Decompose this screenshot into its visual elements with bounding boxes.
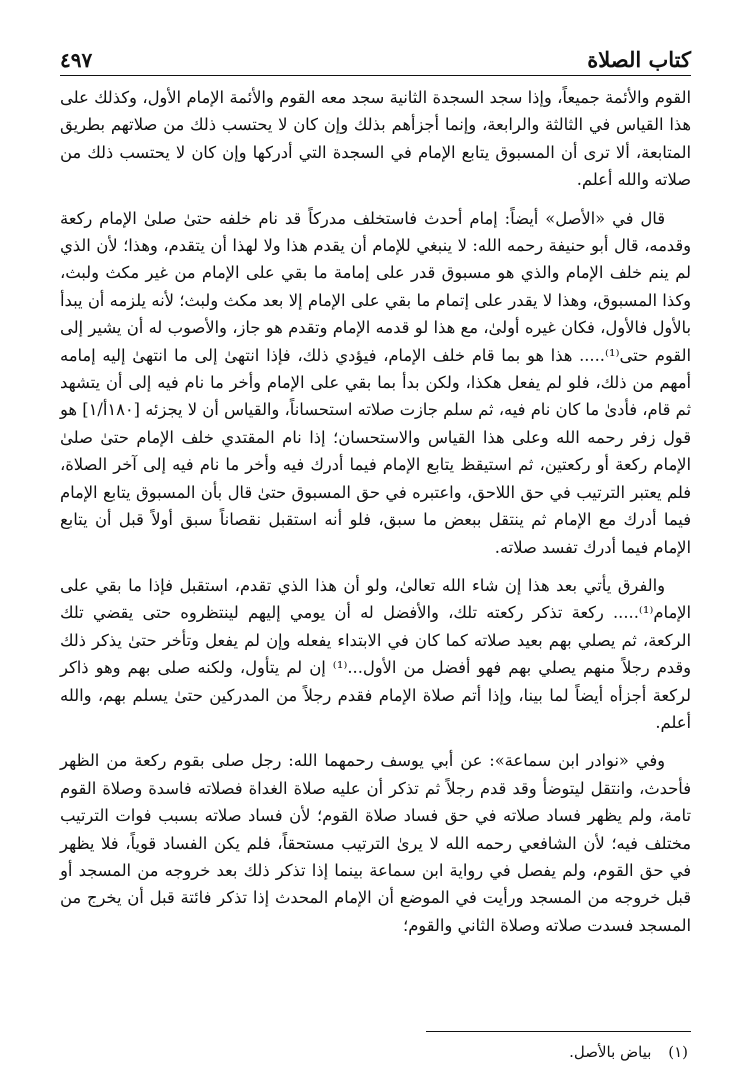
chapter-title: كتاب الصلاة (587, 47, 691, 72)
main-text (60, 84, 691, 950)
paragraph-3: والفرق يأتي بعد هذا إن شاء الله تعالىٰ، ولو أن هذا الذي تقدم، استقبل فإذا ما بقي على الإمام⁽¹⁾..... ركعة تذكر ركعته تلك، والأفضل له أن يومي إليهم لينتظروه حتى يقضي تلك الركعة، ثم يصلي بهم بعيد صلاته كما كان في الابتداء يفعله وإن لم يفعل وتأخر حتىٰ يذكر ذلك وقدم رجلاً منهم يصلي بهم فهو أفضل من الأول...⁽¹⁾ إن لم يتأول، ولكنه صلى بهم وهو ذاكر لركعة أجزأه أيضاً لما بينا، وإذا أتم صلاة الإمام فقدم رجلاً من المدركين حتىٰ يسلم بهم، والله أعلم. (60, 575, 691, 732)
footnote (569, 1040, 688, 1064)
footnote-text: بياض بالأصل. (569, 1043, 652, 1061)
paragraph-2: قال في «الأصل» أيضاً: إمام أحدث فاستخلف مدركاً قد نام خلفه حتىٰ صلىٰ الإمام ركعة وقدمه، قال أبو حنيفة رحمه الله: لا ينبغي للإمام أن يقدم هذا ولا لهذا أن يتقدم، وهذا؛ لأن الذي لم ينم خلف الإمام والذي هو مسبوق قدر على إمامة ما بقي على الإمام من غير مكث ولبث، وكذا المسبوق، وهذا لا يقدر على إتمام ما بقي على الإمام إلا بعد مكث ولبث؛ لأنه يلزمه أن يبدأ بالأول فالأول، فكان غيره أولىٰ، مع هذا لو قدمه الإمام وتقدم هو جاز، والأصوب له أن يشير إلى القوم حتى⁽¹⁾..... هذا هو بما قام خلف الإمام، فيؤدي ذلك، فإذا انتهىٰ إلى ما انتهىٰ إليه إمامه أمهم من ذلك، فلو لم يفعل هكذا، ولكن بدأ بما بقي على الإمام وأخر ما نام فيه إلى أن يتشهد ثم قام، فأدىٰ ما كان نام فيه، ثم سلم جازت صلاته استحساناً، والقياس أن لا يجزئه [١٨٠أ/١] هو قول زفر رحمه الله وعلى هذا القياس والاستحسان؛ إذا نام المقتدي خلف الإمام حتىٰ صلىٰ الإمام ركعة أو ركعتين، ثم استيقظ يتابع الإمام فيما أدرك فيه وأخر ما نام فيه إلى آخر الصلاة، فلم يعتبر الترتيب في حق اللاحق، واعتبره في حق المسبوق حتىٰ قال بأن المسبوق يتابع الإمام فيما أدرك مع الإمام ثم ينتقل ببعض ما سبق، فلو أنه استقبل نقصاناً سبق أولاً قبل أن يتابع الإمام فيما أدرك تفسد صلاته. (60, 208, 692, 557)
footnote-marker: (١) (668, 1043, 688, 1061)
paragraph-1: القوم والأئمة جميعاً، وإذا سجد السجدة الثانية سجد معه القوم والأئمة الإمام الأول، وكذلك على هذا القياس في الثالثة والرابعة، وإنما أجزأهم بذلك وإن كان لا يحتسب ذلك من صلاتهم بطريق المتابعة، ألا ترى أن المسبوق يتابع الإمام في السجدة التي أدركها وإن كان لا يحتسب ذلك من صلاته والله أعلم. (60, 88, 691, 190)
page-number: ٤٩٧ (60, 48, 93, 72)
page-header (60, 38, 691, 76)
paragraph-4: وفي «نوادر ابن سماعة»: عن أبي يوسف رحمهما الله: رجل صلى بقوم ركعة من الظهر فأحدث، وانتقل ليتوضأ وقد قدم رجلاً ثم تذكر أن عليه صلاة الغداة فصلاته فاسدة وصلاة القوم تامة، ولم يظهر فساد صلاته في حق فساد صلاة القوم؛ لأن فساد صلاته بسبب فوات الترتيب مختلف فيه؛ لأن الشافعي رحمه الله لا يرىٰ الترتيب مستحقاً، فلم يكن الفساد قوياً، فلا يظهر في حق القوم، ولم يفصل في رواية ابن سماعة بينما إذا تذكر ذلك بعد خروجه من المسجد أو قبل خروجه من المسجد ورأيت في الموضع أن الإمام المحدث إذا تذكر فائتة قبل أن يخرج من المسجد فسدت صلاته وصلاة الثاني والقوم؛ (60, 751, 691, 935)
footnote-separator (426, 1031, 691, 1032)
